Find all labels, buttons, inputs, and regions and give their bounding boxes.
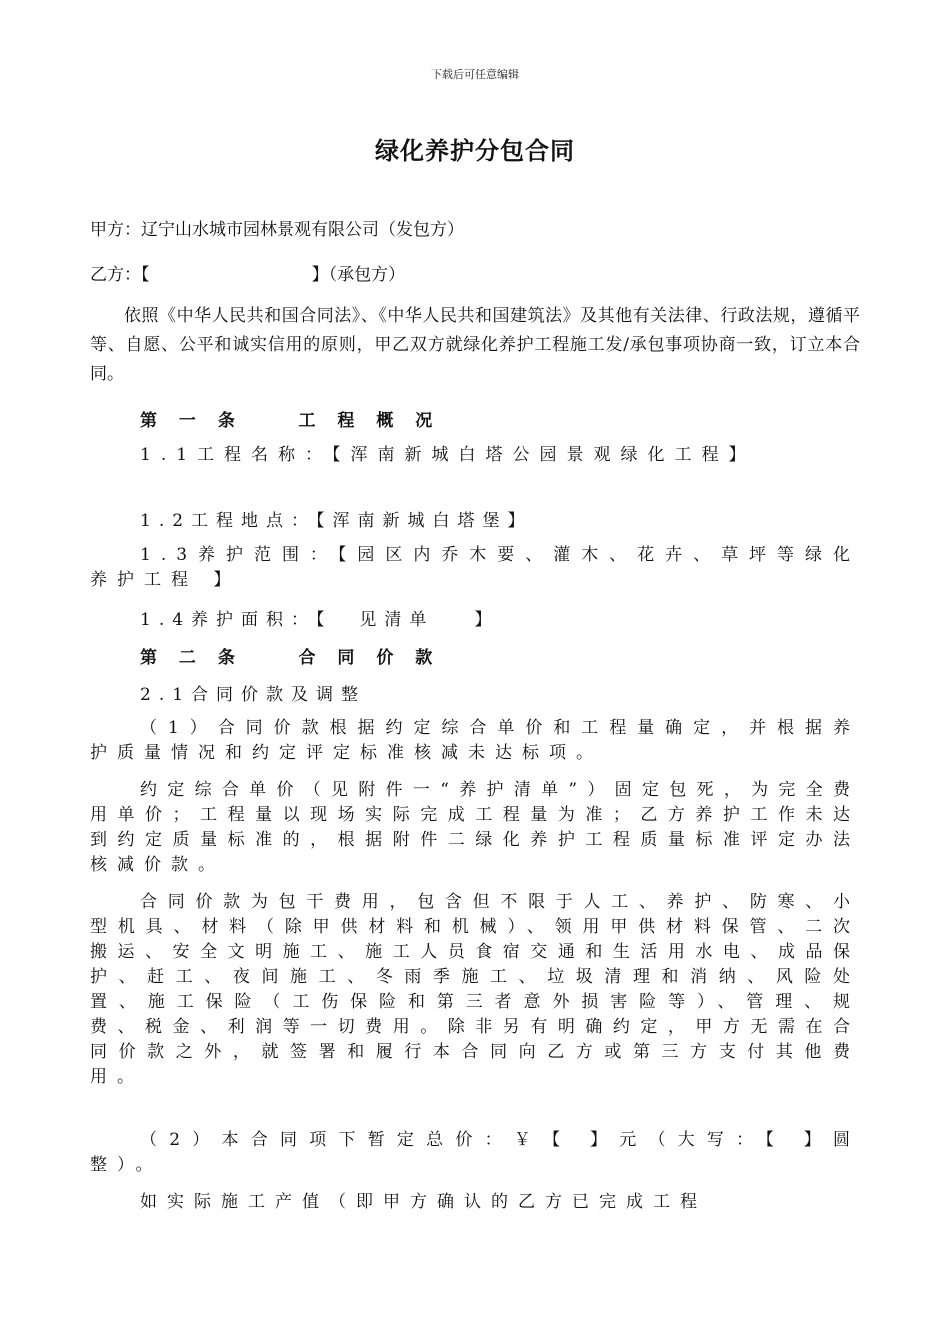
article-2-paragraph-1: （1）合同价款根据约定综合单价和工程量确定，并根据养护质量情况和约定评定标准核减未达标项。: [90, 718, 860, 763]
intro-paragraph: 依照《中华人民共和国合同法》、《中华人民共和国建筑法》及其他有关法律、行政法规，遵循平等、自愿、公平和诚实信用的原则，甲乙双方就绿化养护工程施工发/承包事项协商一致，订立本合同。: [90, 306, 860, 384]
article-2-paragraph-3: 合同价款为包干费用，包含但不限于人工、养护、防寒、小型机具、材料（除甲供材料和机械）、领用甲供材料保管、二次搬运、安全文明施工、施工人员食宿交通和生活用水电、成品保护、赶工、夜间施工、冬雨季施工、垃圾清理和消纳、风险处置、施工保险（工伤保险和第三者意外损害险等）、管理、规费、税金、利润等一切费用。除非另有明确约定，甲方无需在合同价款之外，就签署和履行本合同向乙方或第三方支付其他费用。: [90, 892, 860, 1087]
document-title: 绿化养护分包合同: [375, 137, 575, 165]
party-a: 甲方：辽宁山水城市园林景观有限公司（发包方）: [90, 220, 464, 240]
article-2-paragraph-2: 约定综合单价（见附件一“养护清单”）固定包死，为完全费用单价；工程量以现场实际完成工程量为准；乙方养护工作未达到约定质量标准的，根据附件二绿化养护工程质量标准评定办法核减价款。: [90, 780, 860, 875]
article-2-paragraph-4: （2）本合同项下暂定总价：￥【 】元（大写：【 】圆整）。: [90, 1130, 860, 1175]
article-2-heading: 第 二 条 合 同 价 款: [140, 648, 441, 668]
article-2-paragraph-5: 如实际施工产值（即甲方确认的乙方已完成工程: [140, 1192, 707, 1212]
header-note: 下载后可任意编辑: [431, 68, 519, 81]
article-2-sub-1: 2.1合同价款及调整: [140, 685, 367, 705]
party-b: 乙方：【 】（承包方）: [90, 265, 406, 285]
article-1-heading: 第 一 条 工 程 概 况: [140, 411, 441, 431]
article-1-item-2: 1.2工程地点：【浑南新城白塔堡】: [140, 511, 533, 531]
article-1-item-4: 1.4养护面积：【 见清单 】: [140, 610, 500, 630]
article-1-item-1: 1.1工程名称：【浑南新城白塔公园景观绿化工程】: [140, 445, 756, 465]
article-1-item-3: 1.3养护范围：【园区内乔木要、灌木、花卉、草坪等绿化养护工程 】: [90, 545, 860, 590]
